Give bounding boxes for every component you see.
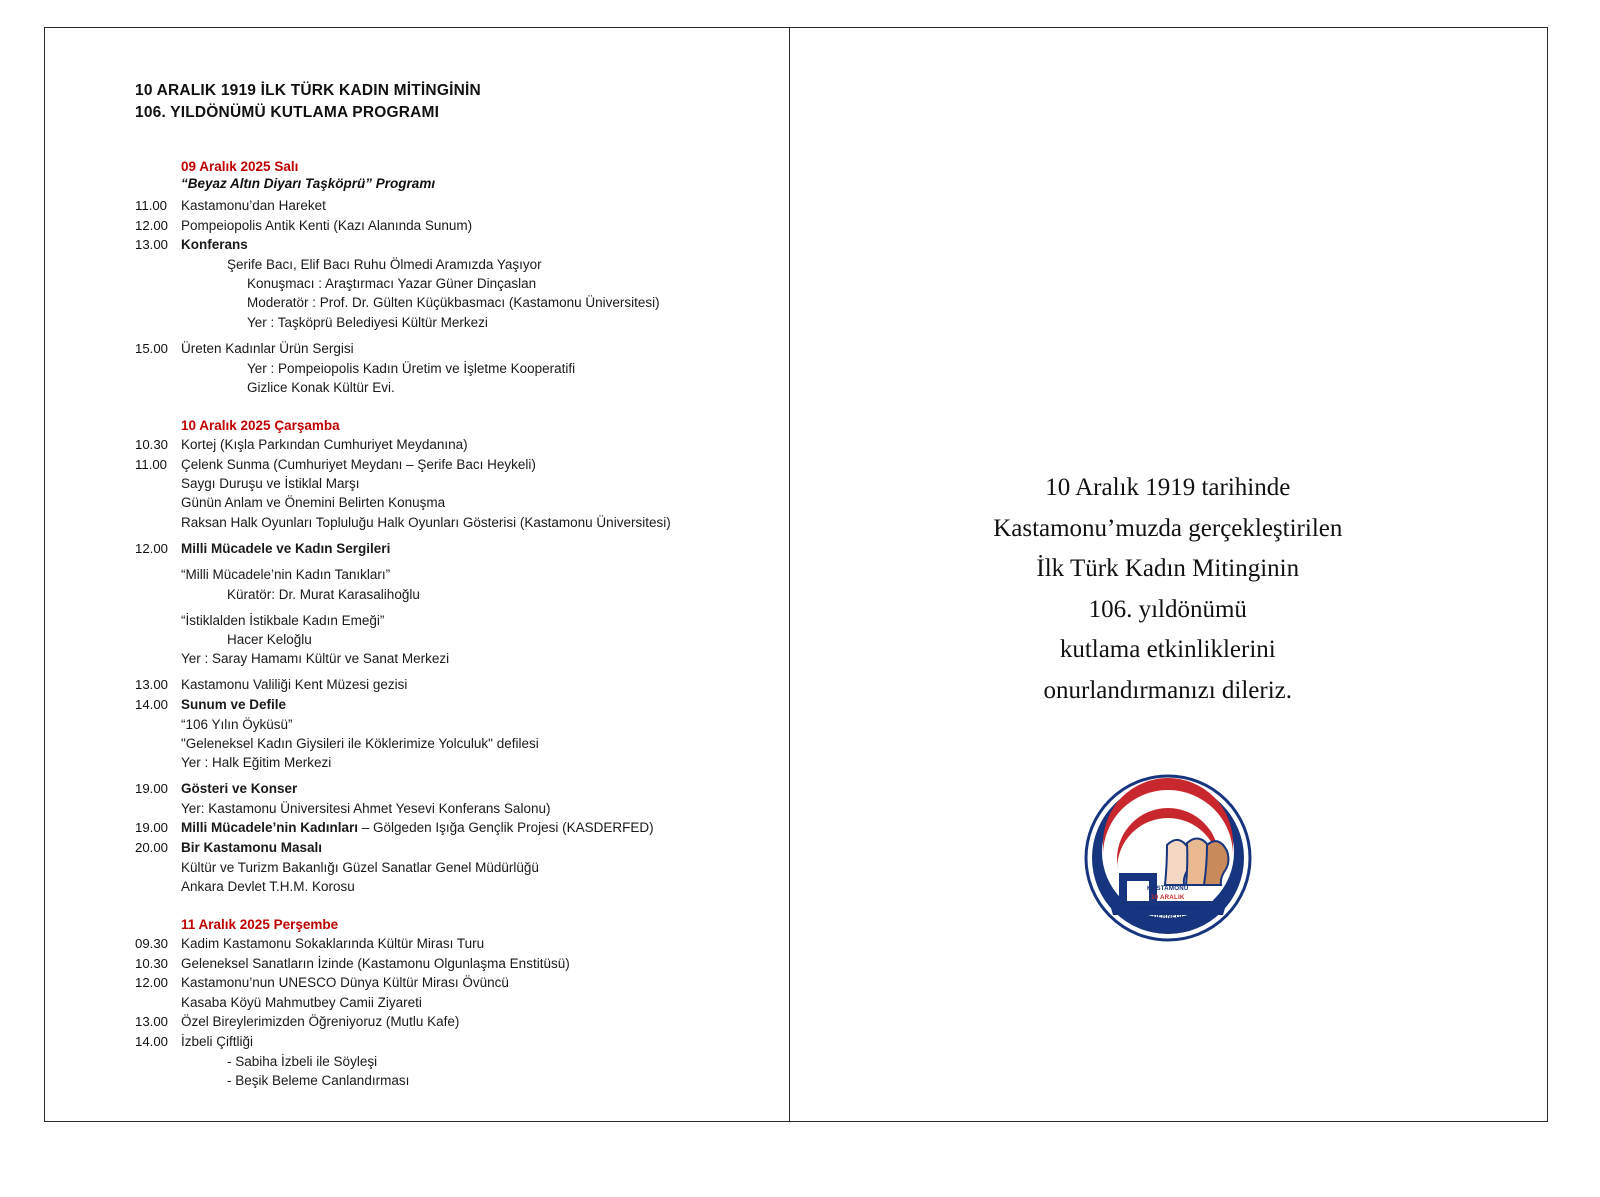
program-entry-text: Kadim Kastamonu Sokaklarında Kültür Mirası Turu <box>181 935 485 951</box>
program-entry-text: Ankara Devlet T.H.M. Korosu <box>181 878 355 894</box>
program-entry <box>135 818 759 838</box>
program-entry-time: 09.30 <box>135 935 169 951</box>
program-title-line-1: 10 ARALIK 1919 İLK TÜRK KADIN MİTİNGİNİN <box>135 82 481 99</box>
program-entry <box>135 216 759 236</box>
program-entry-time: 12.00 <box>135 217 169 233</box>
program-entry-time: 10.30 <box>135 955 169 971</box>
program-entry-text: Pompeiopolis Antik Kenti (Kazı Alanında Sunum) <box>181 217 473 233</box>
program-entry <box>135 715 759 734</box>
program-entry-text: Yer : Taşköprü Belediyesi Kültür Merkezi <box>247 314 488 330</box>
invitation-panel <box>789 28 1547 1121</box>
program-entry-time: 10.30 <box>135 436 169 452</box>
program-entry-text: İzbeli Çiftliği <box>181 1033 254 1049</box>
program-day-subtitle: “Beyaz Altın Diyarı Taşköprü” Programı <box>181 175 436 191</box>
spacer <box>135 772 759 779</box>
program-entry <box>135 378 759 397</box>
spacer <box>135 332 759 339</box>
program-entry <box>135 585 759 604</box>
program-entry-text: Yer : Halk Eğitim Merkezi <box>181 755 332 771</box>
program-day-group <box>135 401 759 896</box>
program-day-date: 11 Aralık 2025 Perşembe <box>181 916 339 932</box>
program-entry <box>135 455 759 475</box>
invitation-line: Kastamonu’muzda gerçekleştirilen <box>993 514 1343 542</box>
program-entry <box>135 877 759 896</box>
program-panel <box>45 28 789 1121</box>
program-entry-time: 14.00 <box>135 1033 169 1049</box>
invitation-line: kutlama etkinliklerini <box>1059 636 1276 663</box>
program-entry <box>135 1032 759 1052</box>
logo-text-line-4: DERNEĞİ <box>1152 913 1183 920</box>
invitation-spread <box>44 27 1548 1122</box>
program-entry <box>135 313 759 332</box>
invitation-line: 106. yıldönümü <box>1088 595 1247 623</box>
program-entry-text: Küratör: Dr. Murat Karasalihoğlu <box>227 586 420 602</box>
program-entry-text: Sunum ve Defile <box>181 697 287 712</box>
program-entry <box>135 359 759 378</box>
program-entry-text: Yer: Kastamonu Üniversitesi Ahmet Yesevi Konferans Salonu) <box>181 800 551 816</box>
program-entry-text: Kasaba Köyü Mahmutbey Camii Ziyareti <box>181 995 422 1011</box>
program-entry <box>135 934 759 954</box>
program-entry <box>135 565 759 584</box>
program-entry-text: Bir Kastamonu Masalı <box>181 839 323 855</box>
program-entry-text: Günün Anlam ve Önemini Belirten Konuşma <box>181 495 446 511</box>
program-entry-text: Çelenk Sunma (Cumhuriyet Meydanı – Şerife Bacı Heykeli) <box>181 456 536 472</box>
invitation-text <box>789 468 1547 711</box>
program-entry-text: Hacer Keloğlu <box>227 631 312 647</box>
program-entry-text: Kastamonu’dan Hareket <box>181 197 326 213</box>
spacer <box>135 532 759 539</box>
program-entry <box>135 255 759 274</box>
logo-text-line-1: KASTAMONU <box>1146 885 1189 892</box>
program-entry <box>135 1012 759 1032</box>
program-entry-time: 11.00 <box>135 197 168 213</box>
program-entry-text: Saygı Duruşu ve İstiklal Marşı <box>181 476 360 492</box>
invitation-line: 10 Aralık 1919 tarihinde <box>1045 474 1291 501</box>
program-title <box>135 80 759 125</box>
program-entry-time: 20.00 <box>135 839 169 855</box>
program-day-date: 10 Aralık 2025 Çarşamba <box>181 417 340 433</box>
program-entry-text: Yer : Saray Hamamı Kültür ve Sanat Merkezi <box>181 651 450 667</box>
program-entry-time: 14.00 <box>135 697 169 712</box>
spacer <box>135 401 759 418</box>
program-entry-text: “106 Yılın Öyküsü” <box>181 716 293 732</box>
program-entry <box>135 675 759 695</box>
program-entry <box>135 493 759 512</box>
program-entry <box>135 779 759 799</box>
invitation-line: İlk Türk Kadın Mitinginin <box>1036 555 1300 582</box>
program-entry-text: Şerife Bacı, Elif Bacı Ruhu Ölmedi Aramızda Yaşıyor <box>227 257 542 273</box>
logo-text-line-2: 10 ARALIK <box>1150 894 1185 901</box>
program-entry-text-suffix: – Gölgeden Işığa Gençlik Projesi (KASDERFED) <box>358 820 654 836</box>
program-entry <box>135 753 759 772</box>
program-entry-time: 19.00 <box>135 820 169 836</box>
program-entry-text: Kültür ve Turizm Bakanlığı Güzel Sanatlar Genel Müdürlüğü <box>181 859 539 875</box>
program-day-date: 09 Aralık 2025 Salı <box>181 158 299 174</box>
program-entry <box>135 1052 759 1071</box>
program-entry-time: 19.00 <box>135 781 169 797</box>
program-day-group <box>135 900 759 1090</box>
program-entry <box>135 954 759 974</box>
program-entry <box>135 838 759 858</box>
program-entry-time: 12.00 <box>135 975 169 991</box>
program-entry <box>135 513 759 532</box>
program-entry-time: 12.00 <box>135 540 169 556</box>
program-entry-text: Geleneksel Sanatların İzinde (Kastamonu Olgunlaşma Enstitüsü) <box>181 955 570 971</box>
spacer <box>135 668 759 675</box>
program-entry-text-bold: Milli Mücadele’nin Kadınları <box>181 820 359 836</box>
spacer <box>135 604 759 611</box>
program-entry-text: Kastamonu’nun UNESCO Dünya Kültür Mirası Övüncü <box>181 975 509 991</box>
program-entry-text: Moderatör : Prof. Dr. Gülten Küçükbasmacı (Kastamonu Üniversitesi) <box>247 295 660 311</box>
invitation-line: onurlandırmanızı dileriz. <box>1043 676 1293 704</box>
program-entry-text: Konferans <box>181 237 248 253</box>
program-entry <box>135 474 759 493</box>
logo <box>1083 773 1253 943</box>
program-schedule <box>135 159 759 1090</box>
program-entry <box>135 293 759 312</box>
program-entry <box>135 1071 759 1090</box>
program-entry <box>135 339 759 359</box>
program-entry <box>135 274 759 293</box>
program-entry <box>135 695 759 715</box>
program-entry <box>135 858 759 877</box>
program-entry <box>135 539 759 559</box>
program-entry-text: Kastamonu Valiliği Kent Müzesi gezisi <box>181 677 408 693</box>
program-entry <box>135 435 759 455</box>
logo-text-line-3: KADIN PLATFORMU <box>1136 905 1200 912</box>
program-entry-text: Özel Bireylerimizden Öğreniyoruz (Mutlu Kafe) <box>181 1014 460 1030</box>
program-entry-time: 11.00 <box>135 456 168 472</box>
program-entry <box>135 734 759 753</box>
program-entry <box>135 973 759 993</box>
program-entry <box>135 235 759 255</box>
program-entry-text: Milli Mücadele ve Kadın Sergileri <box>181 540 391 556</box>
program-entry-text: Kortej (Kışla Parkından Cumhuriyet Meydanına) <box>181 436 468 452</box>
spacer <box>135 558 759 565</box>
program-entry-text: Üreten Kadınlar Ürün Sergisi <box>181 340 354 356</box>
program-entry <box>135 993 759 1012</box>
program-entry-time: 13.00 <box>135 1014 169 1030</box>
program-entry-text: Raksan Halk Oyunları Topluluğu Halk Oyunları Gösterisi (Kastamonu Üniversitesi) <box>181 514 671 530</box>
program-title-line-2: 106. YILDÖNÜMÜ KUTLAMA PROGRAMI <box>135 104 440 122</box>
program-entry <box>135 196 759 216</box>
program-entry-text <box>181 818 759 837</box>
program-entry-text: Gizlice Konak Kültür Evi. <box>247 379 395 395</box>
program-entry-text: Konuşmacı : Araştırmacı Yazar Güner Dinçaslan <box>247 276 537 292</box>
program-entry-text: "Geleneksel Kadın Giysileri ile Köklerimize Yolculuk" defilesi <box>181 735 539 751</box>
program-day-group <box>135 159 759 397</box>
program-entry <box>135 799 759 818</box>
program-entry-time: 13.00 <box>135 237 169 253</box>
program-entry-time: 15.00 <box>135 340 169 356</box>
program-entry-text: - Beşik Beleme Canlandırması <box>227 1072 410 1088</box>
program-entry-text: “Milli Mücadele’nin Kadın Tanıkları” <box>181 567 391 583</box>
program-entry <box>135 611 759 630</box>
spacer <box>135 900 759 917</box>
program-entry-text: - Sabiha İzbeli ile Söyleşi <box>227 1053 378 1069</box>
program-entry <box>135 649 759 668</box>
program-entry-time: 13.00 <box>135 677 169 693</box>
program-entry-text: Gösteri ve Konser <box>181 781 298 797</box>
program-entry-text: Yer : Pompeiopolis Kadın Üretim ve İşletme Kooperatifi <box>247 360 576 376</box>
program-entry <box>135 630 759 649</box>
program-entry-text: “İstiklalden İstikbale Kadın Emeği” <box>181 612 385 628</box>
